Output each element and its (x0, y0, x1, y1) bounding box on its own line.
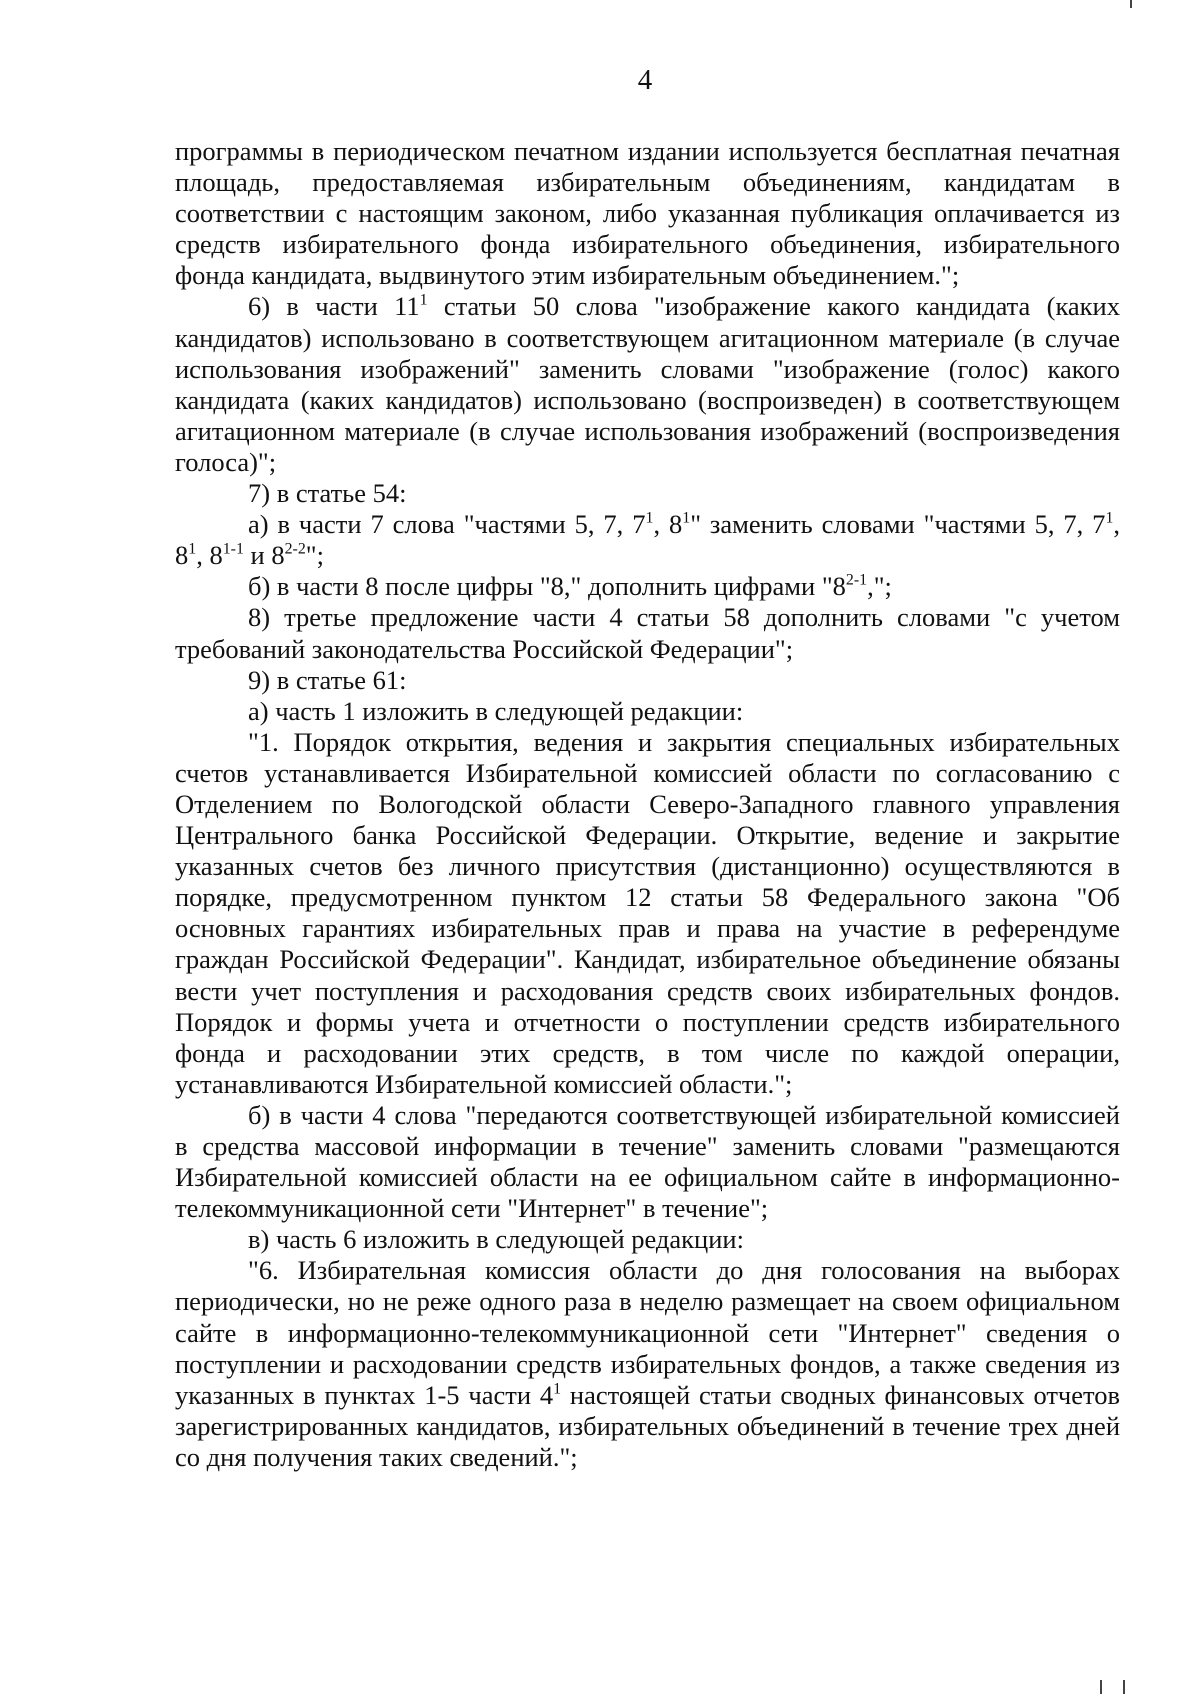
page-number: 4 (637, 64, 653, 96)
paragraph: а) часть 1 изложить в следующей редакции: (248, 695, 744, 726)
paragraph: в) часть 6 изложить в следующей редакции: (248, 1224, 744, 1255)
scan-mark (1130, 0, 1132, 8)
paragraph: 7) в статье 54: (248, 478, 407, 509)
paragraph: 9) в статье 61: (248, 664, 407, 695)
paragraph: 8) третье предложение части 4 статьи 58 дополнить словами "с учетом требований законодательства Российской Федерации"; (175, 602, 1120, 664)
paragraph: б) в части 4 слова "передаются соответствующей избирательной комиссией в средства массовой информации в течение" заменить словами "размещаются Избирательной комиссией области на ее официальном сайте в информационно-телекоммуникационной сети "Интернет" в течение"; (175, 1099, 1120, 1224)
paragraph: 6) в части $11^1$ статьи 50 слова "изображение какого кандидата (каких кандидатов) использовано в соответствующем агитационном материале (в случае использования изображений" заменить словами "изображение (голос) какого кандидата (каких кандидатов) использовано (воспроизведен) в соответствующем агитационном материале (в случае использования изображений (воспроизведения голоса)"; (175, 291, 1120, 477)
scan-mark (1100, 1680, 1102, 1694)
paragraph: программы в периодическом печатном издании используется бесплатная печатная площадь, предоставляемая избирательным объединениям, кандидатам в соответствии с настоящим законом, либо указанная публикация оплачивается из средств избирательного фонда избирательного объединения, избирательного фонда кандидата, выдвинутого этим избирательным объединением."; (175, 136, 1120, 291)
paragraph: б) в части 8 после цифры "8," дополнить цифрами "8$^{2-1}$,"; (248, 571, 892, 602)
document-body (175, 136, 1120, 1473)
scan-mark (1123, 1680, 1125, 1694)
paragraph: "6. Избирательная комиссия области до дня голосования на выборах периодически, но не реже одного раза в неделю размещает на своем официальном сайте в информационно-телекоммуникационной сети "Интернет" сведения о поступлении и расходовании средств избирательных фондов, а также сведения из указанных в пунктах 1-5 части $4^1$ настоящей статьи сводных финансовых отчетов зарегистрированных кандидатов, избирательных объединений в течение трех дней со дня получения таких сведений."; (175, 1255, 1121, 1472)
paragraph: а) в части 7 слова "частями 5, 7, $7^1$, $8^1$" заменить словами "частями 5, 7, $7^1$, $8^1$, 8$^{1-1}$ и 8$^{2-2}$"; (175, 509, 1121, 571)
paragraph: "1. Порядок открытия, ведения и закрытия специальных избирательных счетов устанавливается Избирательной комиссией области по согласованию с Отделением по Вологодской области Северо-Западного главного управления Центрального банка Российской Федерации. Открытие, ведение и закрытие указанных счетов без личного присутствия (дистанционно) осуществляются в порядке, предусмотренном пунктом 12 статьи 58 Федерального закона "Об основных гарантиях избирательных прав и права на участие в референдуме граждан Российской Федерации". Кандидат, избирательное объединение обязаны вести учет поступления и расходования средств своих избирательных фондов. Порядок и формы учета и отчетности о поступлении средств избирательного фонда и расходовании этих средств, в том числе по каждой операции, устанавливаются Избирательной комиссией области."; (175, 726, 1120, 1099)
